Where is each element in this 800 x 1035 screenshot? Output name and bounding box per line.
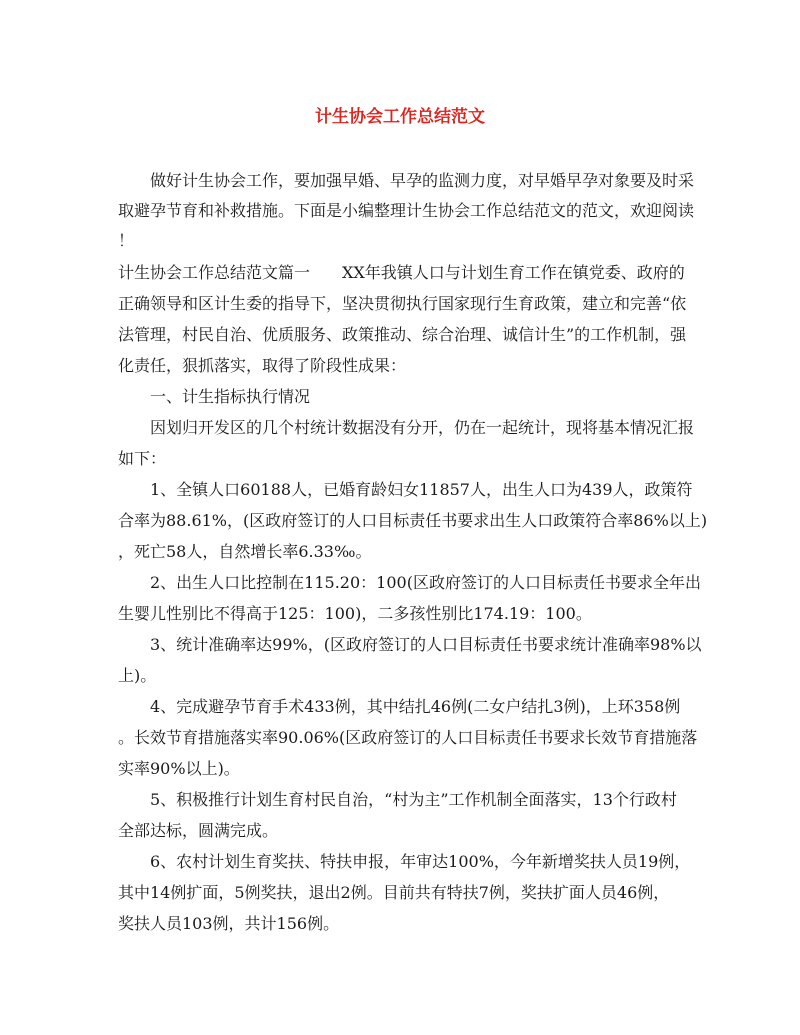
body-line: 4、完成避孕节育手术433例，其中结扎46例(二女户结扎3例)，上环358例 [118, 697, 681, 716]
body-line: 6、农村计划生育奖扶、特扶申报，年审达100%，今年新增奖扶人员19例， [118, 852, 691, 871]
body-line: 实率90%以上)。 [118, 759, 240, 778]
body-line: 做好计生协会工作，要加强早婚、早孕的监测力度，对早婚早孕对象要及时采 [118, 171, 695, 190]
body-line: 奖扶人员103例，共计156例。 [118, 914, 340, 933]
body-line: 正确领导和区计生委的指导下，坚决贯彻执行国家现行生育政策，建立和完善“依 [118, 294, 687, 313]
body-line: ，死亡58人，自然增长率6.33‰。 [118, 542, 372, 561]
body-line: 3、统计准确率达99%，(区政府签订的人口目标责任书要求统计准确率98%以 [118, 635, 702, 654]
body-line: 2、出生人口比控制在115.20：100(区政府签订的人口目标责任书要求全年出 [118, 573, 701, 592]
body-line: 。长效节育措施落实率90.06%(区政府签订的人口目标责任书要求长效节育措施落 [118, 728, 698, 747]
body-line: 因划归开发区的几个村统计数据没有分开，仍在一起统计，现将基本情况汇报 [118, 418, 695, 437]
body-line: 一、计生指标执行情况 [118, 387, 311, 406]
body-line: 取避孕节育和补救措施。下面是小编整理计生协会工作总结范文的范文，欢迎阅读 [118, 201, 695, 220]
body-line: 合率为88.61%，(区政府签订的人口目标责任书要求出生人口政策符合率86%以上) [118, 511, 708, 530]
document-title: 计生协会工作总结范文 [315, 107, 485, 127]
body-line: 计生协会工作总结范文篇一 XX年我镇人口与计划生育工作在镇党委、政府的 [118, 263, 685, 282]
body-line: ！ [118, 231, 135, 250]
body-line: 其中14例扩面，5例奖扶，退出2例。目前共有特扶7例，奖扶扩面人员46例， [118, 883, 670, 902]
body-line: 上)。 [118, 666, 157, 685]
body-line: 全部达标，圆满完成。 [118, 821, 279, 840]
body-line: 生婴儿性别比不得高于125：100)，二多孩性别比174.19：100。 [118, 604, 592, 623]
body-line: 法管理，村民自治、优质服务、政策推动、综合治理、诚信计生”的工作机制，强 [118, 325, 687, 344]
body-line: 5、积极推行计划生育村民自治，“村为主”工作机制全面落实，13个行政村 [118, 790, 677, 809]
body-line: 化责任，狠抓落实，取得了阶段性成果： [118, 356, 407, 375]
body-line: 1、全镇人口60188人，已婚育龄妇女11857人，出生人口为439人，政策符 [118, 480, 693, 499]
body-line: 如下： [118, 449, 167, 468]
